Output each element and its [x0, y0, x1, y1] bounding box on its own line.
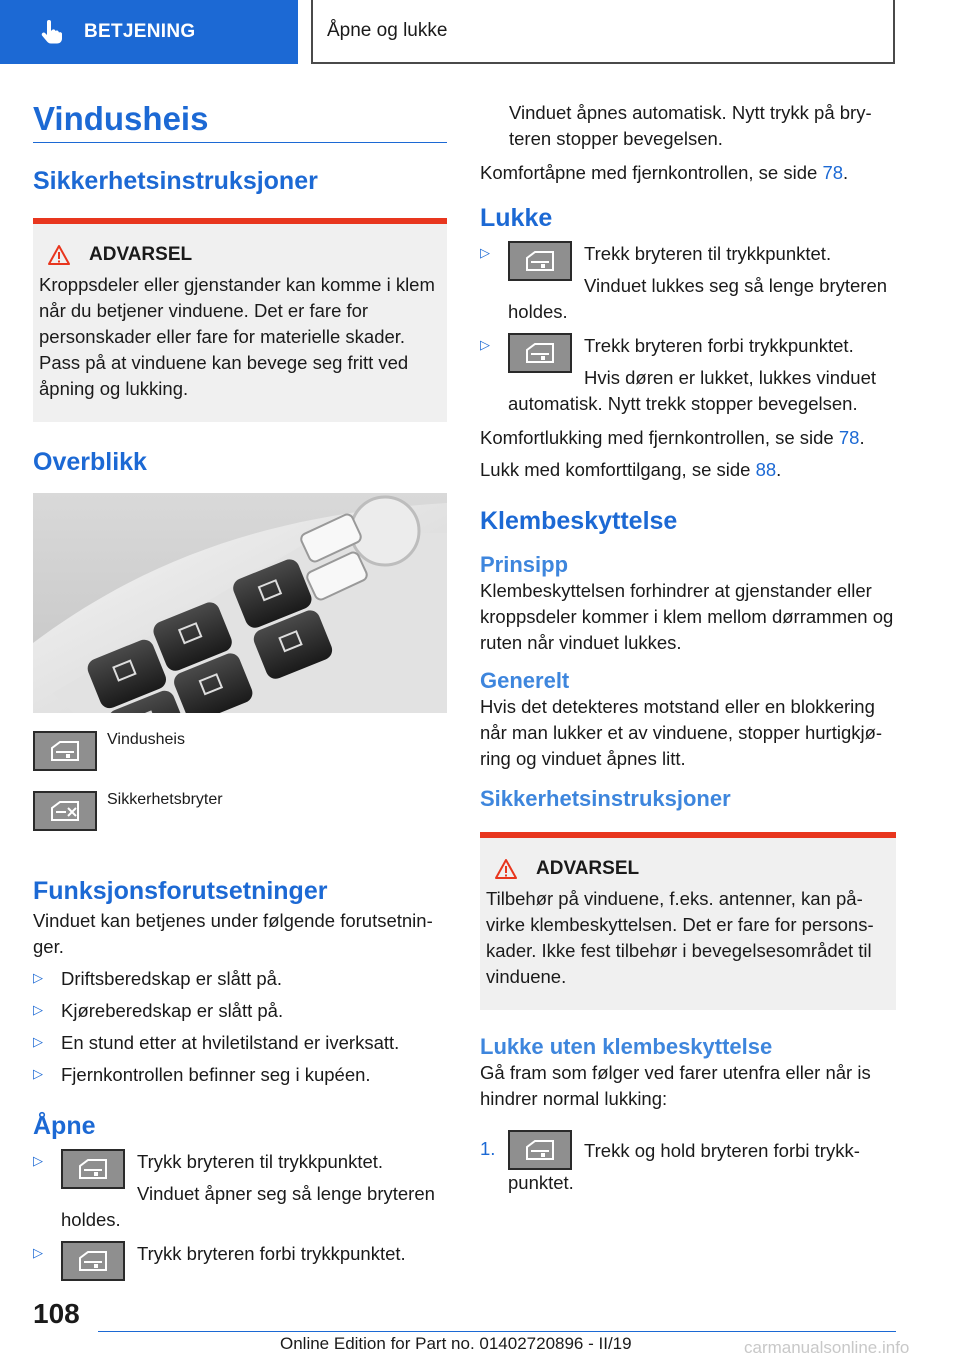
list-item: ▷ Trekk bryteren til trykkpunktet. Vinduet lukkes seg så lenge bryteren holdes.: [480, 243, 888, 322]
overview-heading: Overblikk: [33, 448, 147, 476]
legend: [33, 731, 447, 851]
bullet-triangle-icon: ▷: [33, 1066, 43, 1081]
list-item: ▷ Trekk bryteren forbi trykkpunktet. Hvis døren er lukket, lukkes vinduet automatisk. Nytt trekk stopper bevegelsen.: [480, 335, 877, 414]
func-heading: Funksjonsforutsetninger: [33, 877, 328, 905]
warning-triangle-icon: [494, 858, 518, 880]
page-number: 108: [33, 1298, 80, 1329]
bullet-triangle-icon: ▷: [33, 1002, 43, 1017]
page-link[interactable]: 78: [822, 162, 844, 183]
func-list: [33, 966, 447, 1088]
close-heading: Lukke: [480, 204, 553, 232]
open-steps: [33, 1149, 447, 1281]
chapter-title: Åpne og lukke: [311, 0, 895, 64]
warning-label: ADVARSEL: [89, 244, 193, 265]
right-column: [480, 100, 896, 1196]
left-column: [33, 100, 447, 1281]
bullet-triangle-icon: ▷: [33, 1245, 43, 1260]
open-cont-text: teren stopper bevegelsen.: [509, 128, 723, 149]
edition-info: Online Edition for Part no. 01402720896 - II/19: [280, 1334, 632, 1353]
legend-label: Vindusheis: [107, 731, 185, 748]
general-text: Hvis det detekteres motstand eller en blokkering når man lukker et av vinduene, stopper hurtigkjøring og vinduet åpnes litt.: [480, 696, 883, 769]
bullet-triangle-icon: ▷: [480, 337, 490, 352]
warning-header: [39, 244, 441, 266]
watermark: carmanualsonline.info: [744, 1338, 910, 1357]
bullet-triangle-icon: ▷: [33, 970, 43, 985]
page-link[interactable]: 78: [838, 427, 860, 448]
window-switch-photo: [33, 493, 447, 713]
safety-heading-2: Sikkerhetsinstruksjoner: [480, 786, 731, 811]
safety-heading: Sikkerhetsinstruksjoner: [33, 167, 318, 195]
window-switch-icon: [508, 241, 572, 281]
title-block: [33, 100, 447, 143]
comfort-access-text: Lukk med komforttilgang, se side 88.: [480, 459, 782, 480]
warning-box: [33, 218, 447, 422]
bullet-triangle-icon: ▷: [33, 1034, 43, 1049]
bullet-triangle-icon: ▷: [480, 245, 490, 260]
nopinch-heading: Lukke uten klembeskyttelse: [480, 1034, 773, 1059]
warning-box-2: [480, 832, 896, 1010]
close-steps: [480, 241, 896, 417]
numbered-step: 1. Trekk og hold bryteren forbi trykk- punktet.: [480, 1130, 896, 1196]
safety-switch-icon: [33, 791, 97, 831]
window-switch-icon: [61, 1241, 125, 1281]
warning-header: [486, 858, 890, 880]
open-heading: Åpne: [33, 1112, 96, 1140]
bullet-triangle-icon: ▷: [33, 1153, 43, 1168]
legend-item-safety-switch: [33, 791, 447, 851]
general-heading: Generelt: [480, 668, 570, 693]
warning-text: Tilbehør på vinduene, f.eks. antenner, kan påvirke klembeskyttelsen. Det er fare for personskader. Ikke fest tilbehør i bevegelsesområdet til vinduene.: [486, 888, 874, 987]
principle-text: Klembeskyttelsen forhindrer at gjenstander eller kroppsdeler kommer i klem mellom dørrammen og ruten når vinduet lukkes.: [480, 580, 894, 653]
comfort-close-text: Komfortlukking med fjernkontrollen, se side 78.: [480, 427, 865, 448]
open-cont-text: Vinduet åpnes automatisk. Nytt trykk på bry-: [509, 102, 872, 123]
window-switch-icon: [33, 731, 97, 771]
page-title: Vindusheis: [33, 100, 209, 137]
hand-touch-icon: [38, 19, 64, 45]
footer-divider: [98, 1331, 896, 1332]
list-item: ▷ En stund etter at hviletilstand er iverksatt.: [33, 1032, 400, 1053]
comfort-open-text: Komfortåpne med fjernkontrollen, se side 78.: [480, 162, 849, 183]
func-intro: Vinduet kan betjenes under følgende forutsetninger.: [33, 910, 433, 957]
step-number: 1.: [480, 1138, 496, 1159]
list-item: ▷ Kjøreberedskap er slått på.: [33, 1000, 284, 1021]
list-item: ▷ Trykk bryteren til trykkpunktet. Vinduet åpner seg så lenge bryteren holdes.: [33, 1151, 435, 1230]
warning-label: ADVARSEL: [536, 858, 640, 879]
principle-heading: Prinsipp: [480, 552, 569, 577]
page-link[interactable]: 88: [755, 459, 777, 480]
pinch-heading: Klembeskyttelse: [480, 507, 678, 535]
window-switch-icon: [61, 1149, 125, 1189]
list-item: ▷ Driftsberedskap er slått på.: [33, 968, 283, 989]
window-switch-icon: [508, 1130, 572, 1170]
warning-text: Kroppsdeler eller gjenstander kan komme i klem når du betjener vinduene. Det er fare for personskader eller fare for materielle skader. Pass på at vinduene kan bevege seg fritt ved åpning og lukking.: [39, 274, 435, 399]
warning-triangle-icon: [47, 244, 71, 266]
list-item: ▷ Trykk bryteren forbi trykkpunktet.: [33, 1241, 447, 1281]
section-tab[interactable]: [0, 0, 298, 64]
section-label: BETJENING: [84, 21, 196, 42]
window-switch-icon: [508, 333, 572, 373]
legend-item-window-lift: [33, 731, 447, 791]
nopinch-text: Gå fram som følger ved farer utenfra eller når is hindrer normal lukking:: [480, 1062, 871, 1109]
list-item: ▷ Fjernkontrollen befinner seg i kupéen.: [33, 1064, 371, 1085]
legend-label: Sikkerhetsbryter: [107, 791, 223, 808]
